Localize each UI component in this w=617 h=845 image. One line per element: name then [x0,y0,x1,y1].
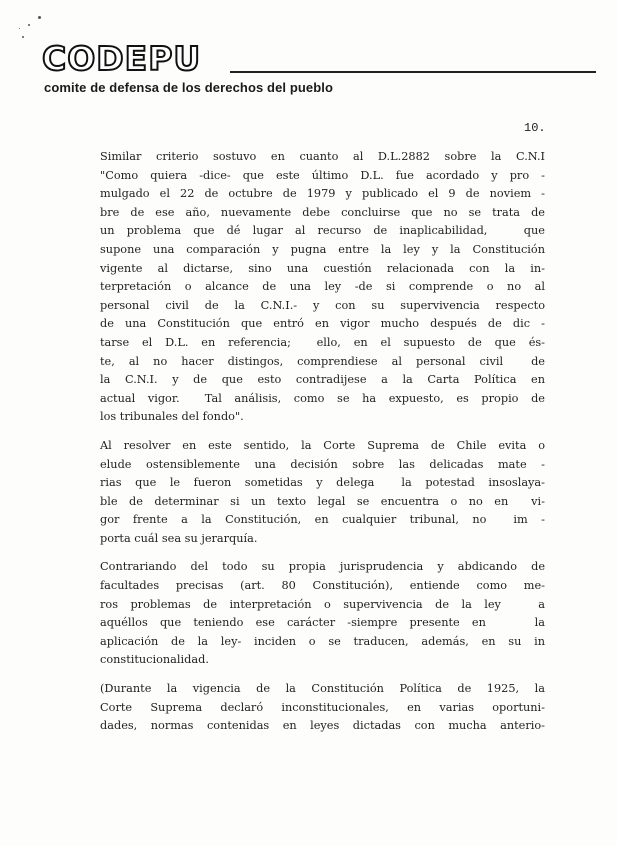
text-line: facultades precisas (art. 80 Constitución), entiende como me- [100,579,545,593]
text-line: (Durante la vigencia de la Constitución Política de 1925, la [100,682,545,696]
text-line: te, al no hacer distingos, comprendiese al personal civil de [100,354,545,368]
text-line: mulgado el 22 de octubre de 1979 y publicado el 9 de noviem - [100,187,545,201]
text-line: los tribunales del fondo". [100,410,244,424]
organization-tagline: comite de defensa de los derechos del pueblo [44,80,334,95]
text-line: vigente al dictarse, sino una cuestión relacionada con la in- [100,261,545,275]
text-line: la C.N.I. y de que esto contradijese a la Carta Política en [100,373,545,387]
text-line: dades, normas contenidas en leyes dictadas con mucha anterio- [100,719,545,733]
page-number: 10. [524,121,546,135]
text-line: elude ostensiblemente una decisión sobre las delicadas mate - [100,457,545,471]
paragraph-3 [100,558,545,670]
paragraph-4 [100,680,545,736]
text-line: aplicación de la ley- inciden o se traducen, además, en su in [100,634,545,648]
text-line: actual vigor. Tal análisis, como se ha expuesto, es propio de [100,391,545,405]
text-line: bre de ese año, nuevamente debe concluirse que no se trata de [100,205,545,219]
text-line: Corte Suprema declaró inconstitucionales, en varias oportuni- [100,700,545,714]
paragraph-1 [100,148,545,427]
text-line: tarse el D.L. en referencia; ello, en el supuesto de que és- [100,335,545,349]
text-line: Al resolver en este sentido, la Corte Suprema de Chile evita o [100,438,545,452]
text-line: constitucionalidad. [100,653,209,667]
text-line: rias que le fueron sometidas y delega la potestad insoslaya- [100,476,545,490]
paragraph-2 [100,437,545,549]
text-line: supone una comparación y pugna entre la ley y la Constitución [100,242,545,256]
text-line: personal civil de la C.N.I.- y con su supervivencia respecto [100,298,545,312]
text-line: terpretación o alcance de una ley -de si comprende o no al [100,280,545,294]
text-line: porta cuál sea su jerarquía. [100,531,258,545]
text-line: ble de determinar si un texto legal se encuentra o no en vi- [100,494,545,508]
text-line: aquéllos que teniendo ese carácter -siempre presente en la [100,616,545,630]
text-line: de una Constitución que entró en vigor mucho después de dic - [100,317,545,331]
text-line: "Como quiera -dice- que este último D.L. fue acordado y pro - [100,168,545,182]
text-line: gor frente a la Constitución, en cualquier tribunal, no im - [100,513,545,527]
text-line: un problema que dé lugar al recurso de inaplicabilidad, que [100,224,545,238]
text-line: Contrariando del todo su propia jurisprudencia y abdicando de [100,560,545,574]
codepu-logo: CODEPU [42,39,202,78]
text-line: Similar criterio sostuvo en cuanto al D.L.2882 sobre la C.N.I [100,150,545,163]
body-text [100,148,545,736]
header-rule [230,71,596,73]
text-line: ros problemas de interpretación o supervivencia de la ley a [100,597,545,611]
